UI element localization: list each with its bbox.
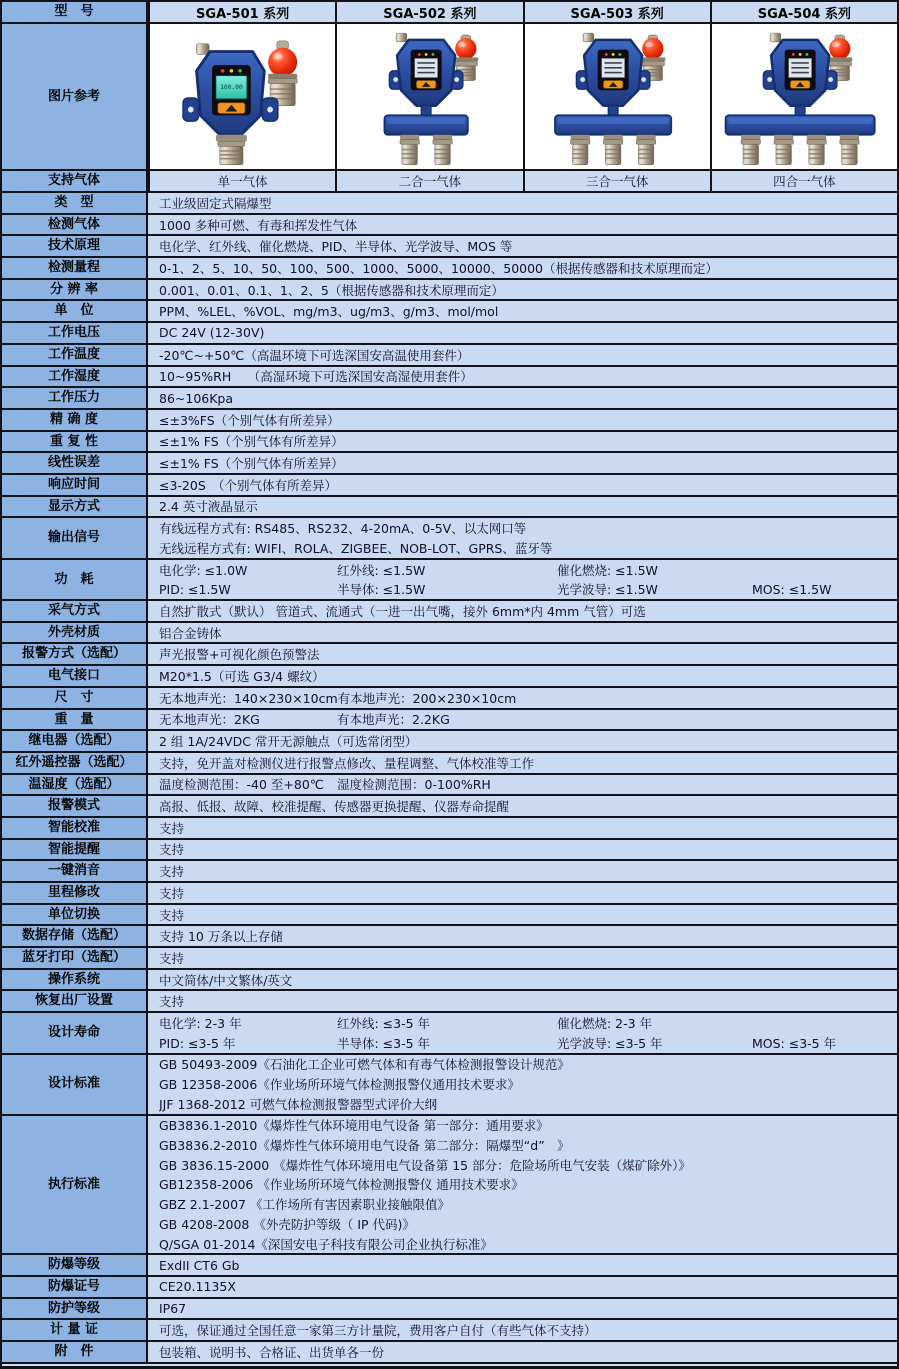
spec-row	[2, 1013, 897, 1054]
spec-row	[2, 1342, 897, 1364]
row-value	[148, 775, 897, 795]
spec-row	[2, 193, 897, 215]
value-line: 可选，保证通过全国任意一家第三方计量院，费用客户自付（有些气体不支持）	[159, 1323, 597, 1339]
value-segment: 半导体: ≤3-5 年	[337, 1035, 431, 1051]
value-segment: PID: ≤1.5W	[159, 581, 231, 597]
row-label: 功 耗	[2, 560, 148, 599]
value-segment: 催化燃烧: 2-3 年	[557, 1015, 653, 1031]
value-line: 声光报警+可视化颜色预警法	[159, 647, 320, 663]
spec-row	[2, 1255, 897, 1277]
value-line: 支持	[159, 885, 185, 901]
spec-row	[2, 453, 897, 475]
value-line	[159, 579, 897, 599]
row-value	[148, 1277, 897, 1297]
value-segment: PID: ≤3-5 年	[159, 1035, 236, 1051]
value-line: 支持	[159, 907, 185, 923]
spec-row	[2, 710, 897, 732]
row-label: 分 辨 率	[2, 280, 148, 300]
spec-row	[2, 753, 897, 775]
row-label: 防爆证号	[2, 1277, 148, 1297]
row-value	[148, 432, 897, 452]
value-line: 中文简体/中文繁体/英文	[159, 972, 293, 988]
row-value	[148, 410, 897, 430]
row-label: 报警模式	[2, 796, 148, 816]
row-label: 工作湿度	[2, 367, 148, 387]
row-value	[148, 623, 897, 643]
row-value	[148, 1299, 897, 1319]
spec-row	[2, 432, 897, 454]
spec-row	[2, 1277, 897, 1299]
spec-row	[2, 280, 897, 302]
spec-row	[2, 731, 897, 753]
spec-row	[2, 1116, 897, 1256]
value-line: GB 3836.15-2000 《爆炸性气体环境用电气设备第 15 部分：危险场所电气安装（煤矿除外）》	[159, 1157, 691, 1173]
row-value	[148, 258, 897, 278]
value-line: 0-1、2、5、10、50、100、500、1000、5000、10000、50000（根据传感器和技术原理而定）	[159, 260, 719, 276]
value-line: 支持，免开盖对检测仪进行报警点修改、量程调整、气体校准等工作	[159, 755, 535, 771]
value-line: GB 50493-2009《石油化工企业可燃气体和有毒气体检测报警设计规范》	[159, 1057, 570, 1073]
spec-row	[2, 970, 897, 992]
row-value	[148, 948, 897, 968]
row-label: 尺 寸	[2, 688, 148, 708]
row-value	[148, 1342, 897, 1362]
spec-row	[2, 301, 897, 323]
row-label: 精 确 度	[2, 410, 148, 430]
spec-row	[2, 236, 897, 258]
value-line: 工业级固定式隔爆型	[159, 195, 272, 211]
row-label: 显示方式	[2, 497, 148, 517]
row-value	[148, 1320, 897, 1340]
spec-row	[2, 644, 897, 666]
value-line: GB3836.1-2010《爆炸性气体环境用电气设备 第一部分：通用要求》	[159, 1118, 549, 1134]
value-line: 支持 10 万条以上存储	[159, 929, 283, 945]
value-line	[159, 710, 897, 730]
spec-row	[2, 258, 897, 280]
gas-type-1: 单一气体	[148, 171, 335, 191]
value-line: 0.001、0.01、0.1、1、2、5（根据传感器和技术原理而定）	[159, 282, 504, 298]
row-label: 工作压力	[2, 388, 148, 408]
value-line: 有线远程方式有: RS485、RS232、4-20mA、0-5V、以太网口等	[159, 521, 527, 537]
row-label: 继电器（选配）	[2, 731, 148, 751]
value-line: 自然扩散式（默认） 管道式、流通式（一进一出气嘴，接外 6mm*内 4mm 气管）可选	[159, 603, 646, 619]
row-value	[148, 367, 897, 387]
model-header-row	[2, 2, 897, 24]
spec-row	[2, 926, 897, 948]
value-line: 1000 多种可燃、有毒和挥发性气体	[159, 217, 358, 233]
row-label: 输出信号	[2, 518, 148, 557]
value-line: GB3836.2-2010《爆炸性气体环境用电气设备 第二部分：隔爆型“d” 》	[159, 1138, 570, 1154]
value-line: 2 组 1A/24VDC 常开无源触点（可选常闭型）	[159, 734, 418, 750]
product-image-row	[2, 24, 897, 171]
value-line: 2.4 英寸液晶显示	[159, 499, 258, 515]
value-line: 支持	[159, 820, 185, 836]
row-value	[148, 818, 897, 838]
spec-row	[2, 666, 897, 688]
row-value	[148, 323, 897, 343]
value-segment: 半导体: ≤1.5W	[337, 582, 426, 598]
supported-gas-row	[2, 171, 897, 193]
spec-row	[2, 215, 897, 237]
model-header-4: SGA-504 系列	[710, 2, 897, 22]
spec-row	[2, 475, 897, 497]
product-image-sga-501	[148, 24, 335, 169]
value-line: 铝合金铸体	[159, 625, 222, 641]
row-value	[148, 560, 897, 599]
spec-row	[2, 840, 897, 862]
row-value	[148, 731, 897, 751]
value-line: 支持	[159, 842, 185, 858]
row-label: 红外遥控器（选配）	[2, 753, 148, 773]
row-label: 智能校准	[2, 818, 148, 838]
value-line	[159, 1033, 897, 1053]
value-line: 无线远程方式有: WIFI、ROLA、ZIGBEE、NOB-LOT、GPRS、蓝牙等	[159, 540, 553, 556]
row-value	[148, 518, 897, 557]
row-label: 设计寿命	[2, 1013, 148, 1052]
spec-row	[2, 775, 897, 797]
row-value	[148, 497, 897, 517]
row-label: 里程修改	[2, 883, 148, 903]
row-value	[148, 861, 897, 881]
row-value	[148, 1013, 897, 1052]
spec-row	[2, 518, 897, 559]
spec-row	[2, 883, 897, 905]
spec-row	[2, 388, 897, 410]
row-value	[148, 453, 897, 473]
model-header-1: SGA-501 系列	[148, 2, 335, 22]
row-label: 工作电压	[2, 323, 148, 343]
row-value	[148, 280, 897, 300]
row-value	[148, 926, 897, 946]
row-label: 数据存储（选配）	[2, 926, 148, 946]
svg-text:100.00: 100.00	[219, 84, 243, 92]
value-line: JJF 1368-2012 可燃气体检测报警器型式评价大纲	[159, 1096, 438, 1112]
product-image-sga-503	[523, 24, 710, 169]
row-value	[148, 688, 897, 708]
row-label: 执行标准	[2, 1116, 148, 1254]
row-label: 恢复出厂设置	[2, 991, 148, 1011]
value-segment: 有本地声光：200×230×10cm	[337, 690, 517, 706]
spec-row	[2, 796, 897, 818]
gas-type-2: 二合一气体	[335, 171, 522, 191]
value-line: 支持	[159, 864, 185, 880]
value-line: GB 4208-2008 《外壳防护等级（ IP 代码)》	[159, 1216, 415, 1232]
value-line	[159, 1013, 897, 1033]
value-line: M20*1.5（可选 G3/4 螺纹）	[159, 668, 325, 684]
row-value	[148, 666, 897, 686]
row-label: 类 型	[2, 193, 148, 213]
value-line: 支持	[159, 994, 185, 1010]
row-label: 技术原理	[2, 236, 148, 256]
models-row-label: 型 号	[2, 2, 148, 22]
value-line: ≤±3%FS（个别气体有所差异）	[159, 412, 340, 428]
value-line: 包装箱、说明书、合格证、出货单各一份	[159, 1344, 385, 1360]
spec-row	[2, 688, 897, 710]
row-label: 电气接口	[2, 666, 148, 686]
row-value	[148, 753, 897, 773]
value-segment: 无本地声光：140×230×10cm	[159, 690, 338, 706]
spec-row	[2, 1320, 897, 1342]
row-label: 采气方式	[2, 601, 148, 621]
value-line: PPM、%LEL、%VOL、mg/m3、ug/m3、g/m3、mol/mol	[159, 304, 499, 320]
spec-row	[2, 861, 897, 883]
spec-row	[2, 367, 897, 389]
product-image-sga-504	[710, 24, 897, 169]
row-value	[148, 970, 897, 990]
spec-row	[2, 948, 897, 970]
spec-rows	[2, 193, 897, 1364]
row-label: 操作系统	[2, 970, 148, 990]
value-line: ≤3-20S （个别气体有所差异）	[159, 477, 338, 493]
value-line: 10~95%RH （高湿环境下可选深国安高湿使用套件）	[159, 369, 473, 385]
value-segment: 红外线: ≤3-5 年	[337, 1015, 431, 1031]
value-line	[159, 688, 897, 708]
value-segment: 光学波导: ≤3-5 年	[557, 1035, 663, 1051]
value-line: 86~106Kpa	[159, 390, 234, 406]
row-label: 计 量 证	[2, 1320, 148, 1340]
row-value	[148, 1255, 897, 1275]
value-segment: 电化学: 2-3 年	[159, 1015, 242, 1031]
value-segment: 光学波导: ≤1.5W	[557, 582, 658, 598]
value-line: CE20.1135X	[159, 1279, 236, 1295]
row-value	[148, 644, 897, 664]
row-value	[148, 905, 897, 925]
row-value	[148, 883, 897, 903]
row-label: 一键消音	[2, 861, 148, 881]
row-label: 重 量	[2, 710, 148, 730]
value-segment: 电化学: ≤1.0W	[159, 562, 248, 578]
value-line: GB 12358-2006《作业场所环境气体检测报警仪通用技术要求》	[159, 1077, 520, 1093]
row-label: 检测气体	[2, 215, 148, 235]
row-label: 防护等级	[2, 1299, 148, 1319]
value-line: -20℃~+50℃（高温环境下可选深国安高温使用套件）	[159, 347, 470, 363]
row-value	[148, 215, 897, 235]
value-segment: 温度检测范围：-40 至+80℃	[159, 777, 324, 793]
row-label: 单位切换	[2, 905, 148, 925]
value-line	[159, 775, 897, 795]
row-value	[148, 840, 897, 860]
row-label: 重 复 性	[2, 432, 148, 452]
spec-row	[2, 497, 897, 519]
gas-type-4: 四合一气体	[710, 171, 897, 191]
value-line: GB12358-2006 《作业场所环境气体检测报警仪 通用技术要求》	[159, 1177, 524, 1193]
row-value	[148, 193, 897, 213]
value-line: IP67	[159, 1301, 187, 1317]
value-line	[159, 560, 897, 580]
row-value	[148, 388, 897, 408]
row-label: 智能提醒	[2, 840, 148, 860]
value-segment: 有本地声光：2.2KG	[337, 712, 450, 728]
spec-row	[2, 410, 897, 432]
value-line: Q/SGA 01-2014《深国安电子科技有限公司企业执行标准》	[159, 1236, 493, 1252]
row-label: 报警方式（选配）	[2, 644, 148, 664]
value-segment: 无本地声光：2KG	[159, 712, 260, 728]
row-value	[148, 710, 897, 730]
value-segment: MOS: ≤3-5 年	[752, 1035, 837, 1051]
row-value	[148, 601, 897, 621]
value-line: DC 24V (12-30V)	[159, 325, 265, 341]
value-line: ≤±1% FS（个别气体有所差异）	[159, 434, 344, 450]
product-image-sga-502	[335, 24, 522, 169]
row-value	[148, 475, 897, 495]
row-label: 设计标准	[2, 1055, 148, 1114]
row-value	[148, 1055, 897, 1114]
spec-row	[2, 905, 897, 927]
spec-row	[2, 601, 897, 623]
row-value	[148, 345, 897, 365]
spec-row	[2, 345, 897, 367]
row-label: 响应时间	[2, 475, 148, 495]
value-line: GBZ 2.1-2007 《工作场所有害因素职业接触限值》	[159, 1197, 450, 1213]
value-segment: 湿度检测范围：0-100%RH	[337, 777, 491, 793]
value-segment: 催化燃烧: ≤1.5W	[557, 562, 658, 578]
value-segment: 红外线: ≤1.5W	[337, 562, 426, 578]
row-value	[148, 796, 897, 816]
row-label: 外壳材质	[2, 623, 148, 643]
row-label: 线性误差	[2, 453, 148, 473]
value-line: 高报、低报、故障、校准提醒、传感器更换提醒、仪器寿命提醒	[159, 799, 510, 815]
row-value	[148, 236, 897, 256]
spec-row	[2, 991, 897, 1013]
spec-row	[2, 1055, 897, 1116]
row-value	[148, 1116, 897, 1254]
gas-type-3: 三合一气体	[523, 171, 710, 191]
row-label: 温湿度（选配）	[2, 775, 148, 795]
row-label: 蓝牙打印（选配）	[2, 948, 148, 968]
image-row-label: 图片参考	[2, 24, 148, 169]
row-label: 工作温度	[2, 345, 148, 365]
spec-row	[2, 560, 897, 601]
spec-row	[2, 323, 897, 345]
row-label: 防爆等级	[2, 1255, 148, 1275]
value-line: ExdII CT6 Gb	[159, 1257, 240, 1273]
value-line: 支持	[159, 950, 185, 966]
gas-row-label: 支持气体	[2, 171, 148, 191]
row-label: 检测量程	[2, 258, 148, 278]
spec-row	[2, 623, 897, 645]
row-value	[148, 991, 897, 1011]
model-header-3: SGA-503 系列	[523, 2, 710, 22]
row-label: 单 位	[2, 301, 148, 321]
row-label: 附 件	[2, 1342, 148, 1362]
value-segment: MOS: ≤1.5W	[752, 581, 832, 597]
spec-row	[2, 818, 897, 840]
value-line: ≤±1% FS（个别气体有所差异）	[159, 456, 344, 472]
value-line: 电化学、红外线、催化燃烧、PID、半导体、光学波导、MOS 等	[159, 239, 513, 255]
row-value	[148, 301, 897, 321]
model-header-2: SGA-502 系列	[335, 2, 522, 22]
spec-row	[2, 1299, 897, 1321]
